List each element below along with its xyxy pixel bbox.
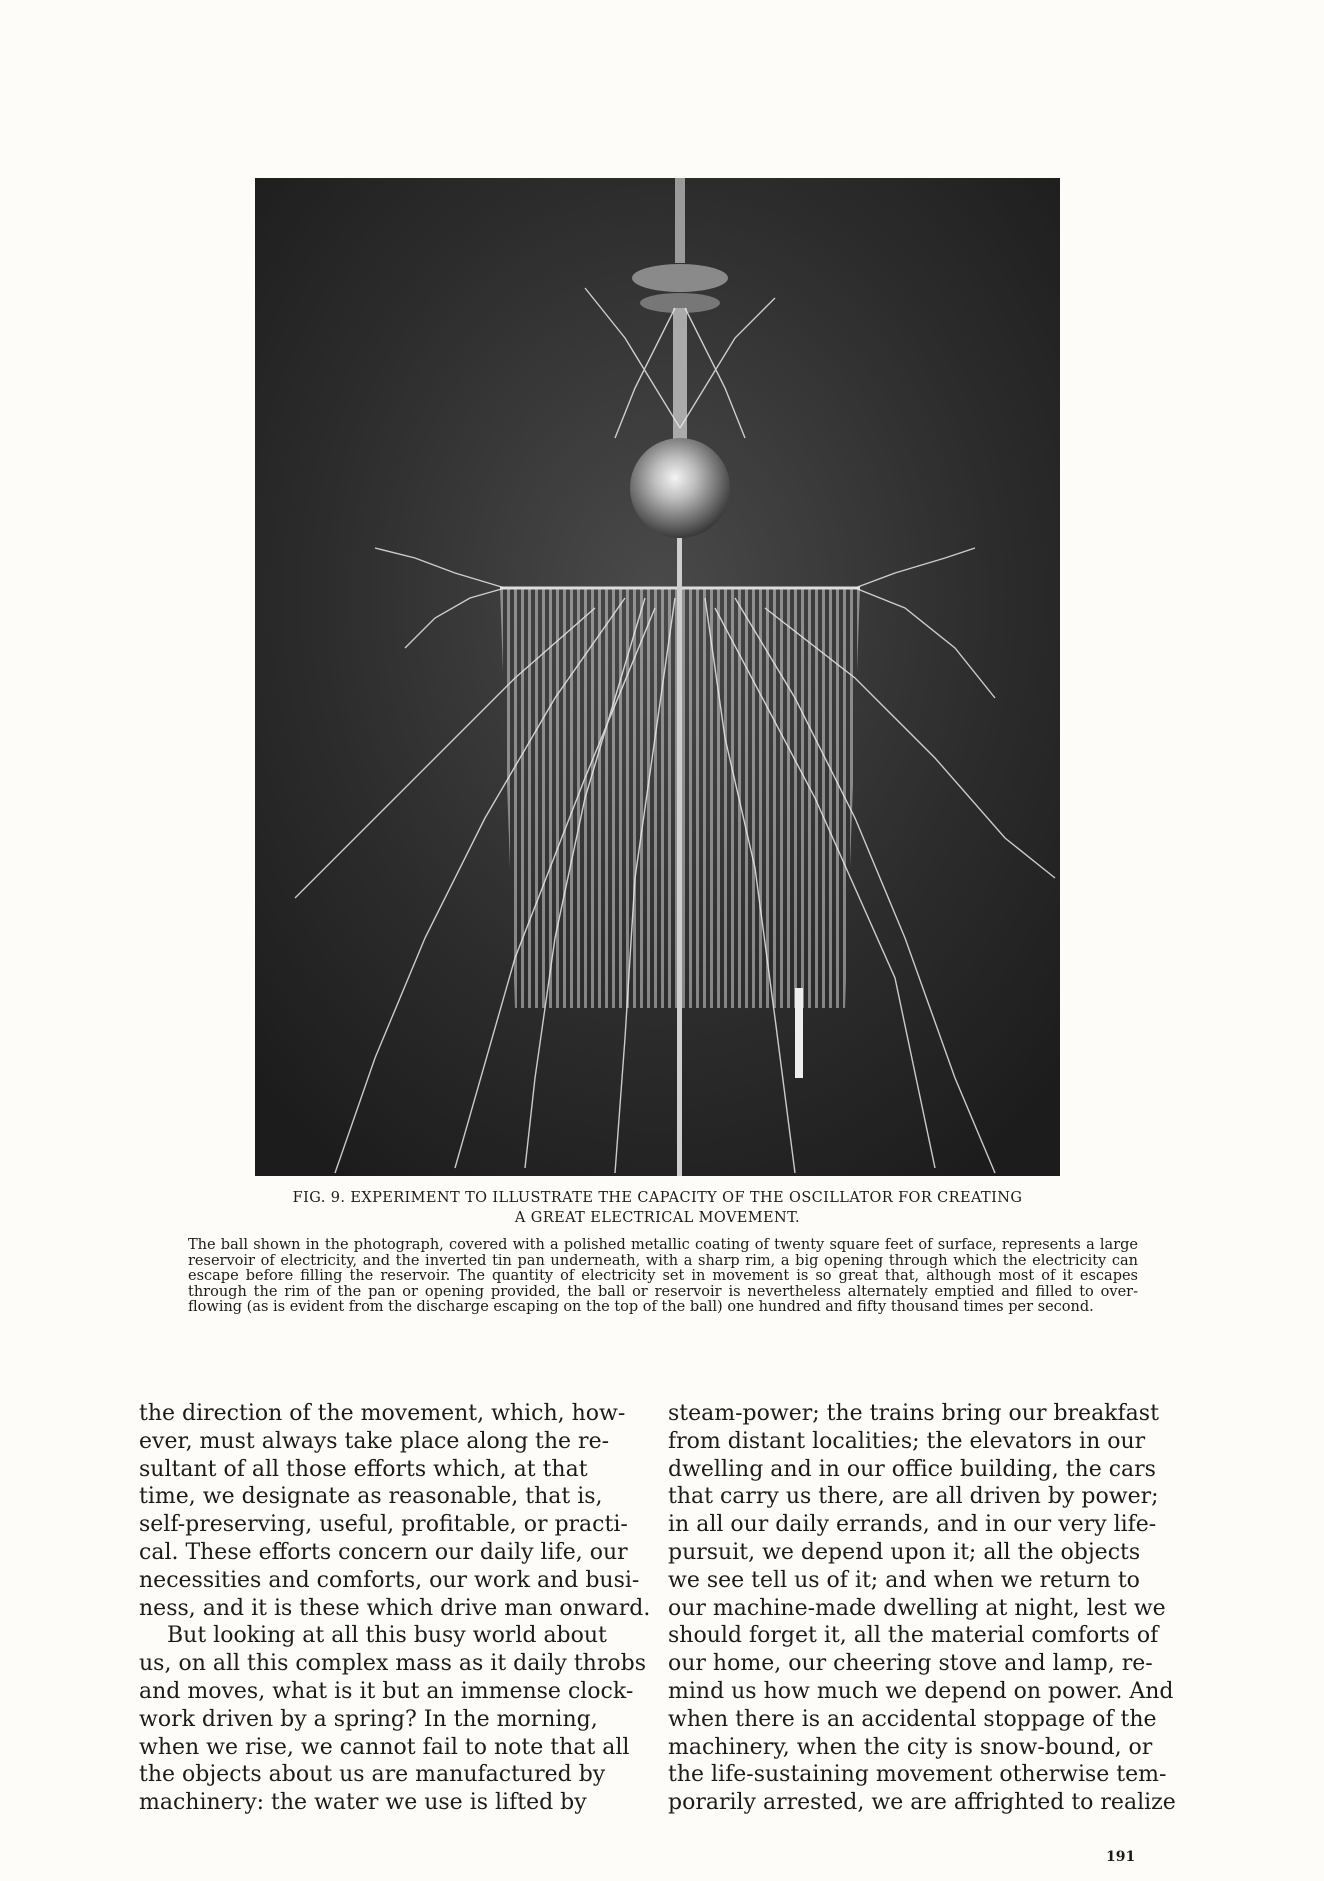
figure-title xyxy=(250,1188,1065,1228)
text-line: our machine-made dwelling at night, lest we xyxy=(668,1595,1166,1621)
text-line: sultant of all those efforts which, at that xyxy=(139,1456,588,1482)
page-number: 191 xyxy=(1106,1849,1136,1865)
text-line: that carry us there, are all driven by power; xyxy=(668,1484,1159,1510)
text-line: machinery, when the city is snow-bound, or xyxy=(668,1734,1153,1760)
text-line: cal. These efforts concern our daily life, our xyxy=(139,1539,628,1565)
text-line: when there is an accidental stoppage of the xyxy=(668,1706,1157,1732)
text-line: the direction of the movement, which, how- xyxy=(139,1401,626,1426)
figure-title-line-1: FIG. 9. EXPERIMENT TO ILLUSTRATE THE CAPACITY OF THE OSCILLATOR FOR CREATING xyxy=(292,1190,1023,1206)
figure-photograph xyxy=(255,178,1060,1176)
text-line: work driven by a spring? In the morning, xyxy=(139,1706,598,1732)
text-line: the life-sustaining movement otherwise tem- xyxy=(668,1762,1167,1788)
text-line: mind us how much we depend on power. And xyxy=(668,1678,1174,1704)
oscillator-discharge-image xyxy=(255,178,1060,1176)
text-line: porarily arrested, we are affrighted to realize xyxy=(668,1790,1176,1816)
text-line: necessities and comforts, our work and busi- xyxy=(139,1567,640,1593)
text-line: should forget it, all the material comforts of xyxy=(668,1623,1159,1649)
text-line: we see tell us of it; and when we return to xyxy=(668,1567,1140,1593)
text-line: machinery: the water we use is lifted by xyxy=(139,1790,587,1816)
right-text-column xyxy=(668,1400,1190,1817)
text-line: ness, and it is these which drive man onward. xyxy=(139,1595,651,1621)
figure-title-line-2: A GREAT ELECTRICAL MOVEMENT. xyxy=(514,1210,801,1226)
text-line: self-preserving, useful, profitable, or practi- xyxy=(139,1512,628,1538)
text-line: from distant localities; the elevators in our xyxy=(668,1428,1146,1454)
text-line: time, we designate as reasonable, that is, xyxy=(139,1484,603,1510)
text-line: But looking at all this busy world about xyxy=(167,1623,607,1649)
figure-caption: The ball shown in the photograph, covered with a polished metallic coating of twenty square feet of surface, represents a large reservoir of electricity, and the inverted tin pan underneath, with a sharp rim, a big opening through which the electricity can escape before filling the reservoir. The quantity of electricity set in movement is so great that, although most of it escapes through the rim of the pan or opening provided, the ball or reservoir is nevertheless alternately emptied and filled to over-flowing (as is evident from the discharge escaping on the top of the ball) one hundred and fifty thousand times per second. xyxy=(188,1237,1138,1315)
text-line: dwelling and in our office building, the cars xyxy=(668,1456,1156,1482)
text-line: us, on all this complex mass as it daily throbs xyxy=(139,1651,646,1677)
text-line: pursuit, we depend upon it; all the objects xyxy=(668,1539,1141,1565)
text-line: our home, our cheering stove and lamp, re- xyxy=(668,1651,1153,1677)
left-text-column xyxy=(139,1400,651,1817)
text-line: steam-power; the trains bring our breakfast xyxy=(668,1401,1159,1426)
text-line: the objects about us are manufactured by xyxy=(139,1762,606,1788)
text-line: in all our daily errands, and in our very life- xyxy=(668,1512,1157,1538)
text-line: when we rise, we cannot fail to note that all xyxy=(139,1734,630,1760)
text-line: and moves, what is it but an immense clock- xyxy=(139,1678,634,1704)
text-line: ever, must always take place along the re- xyxy=(139,1428,610,1454)
